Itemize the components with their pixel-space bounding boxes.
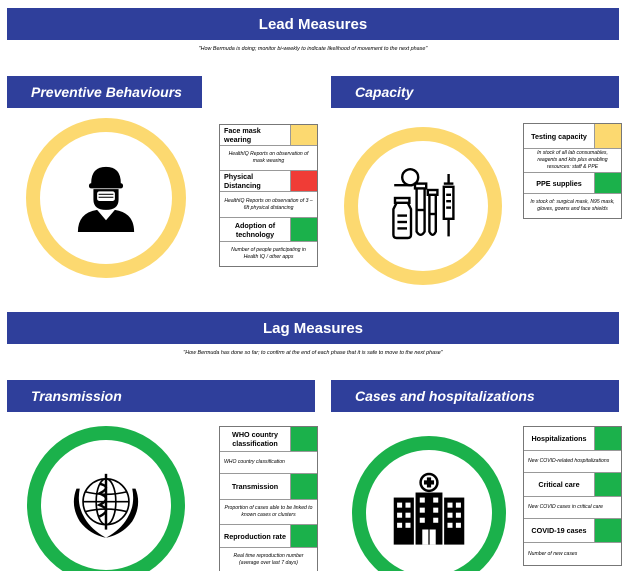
covid-cases-status	[594, 519, 621, 542]
hospitalizations-desc: New COVID-related hospitalizations	[528, 458, 610, 465]
cases-title: Cases and hospitalizations	[355, 388, 535, 404]
preventive-behaviours-header	[7, 76, 202, 108]
cases-header	[331, 380, 619, 412]
critical-care-status	[594, 473, 621, 496]
transmission-title: Transmission	[31, 388, 122, 404]
ppe-supplies-status	[594, 173, 621, 193]
preventive-ring	[26, 118, 186, 278]
critical-care-label: Critical care	[538, 480, 580, 489]
transmission-ring	[27, 426, 185, 571]
hospitalizations-status	[594, 427, 621, 450]
covid-cases-desc: Number of new cases	[528, 550, 578, 557]
preventive-behaviours-title: Preventive Behaviours	[31, 84, 182, 100]
preventive-metrics-card	[219, 124, 318, 267]
cases-metrics-card	[523, 426, 622, 566]
reproduction-rate-desc: Real time reproduction number (average over last 7 days)	[233, 552, 304, 566]
face-mask-status	[290, 125, 317, 145]
cases-ring	[352, 436, 506, 571]
testing-capacity-desc: In stock of all lab consumables, reagents and kits plus enabling resources: staff & PPE	[537, 150, 608, 170]
physical-distancing-desc: HealthIQ Reports on observation of 3 – 6ft physical distancing	[224, 197, 313, 211]
transmission-metric-desc: Proportion of cases able to be linked to known cases or clusters	[224, 505, 313, 518]
technology-label: Adoption of technology	[234, 220, 276, 239]
who-classification-status	[290, 427, 317, 451]
lead-measures-banner	[7, 8, 619, 40]
lag-measures-banner	[7, 312, 619, 344]
testing-capacity-status	[594, 124, 621, 148]
ppe-supplies-label: PPE supplies	[536, 178, 582, 188]
transmission-header	[7, 380, 315, 412]
covid-cases-label: COVID-19 cases	[531, 526, 587, 535]
lag-measures-title: Lag Measures	[262, 319, 364, 337]
who-classification-desc: WHO country classification	[224, 459, 285, 466]
capacity-header	[331, 76, 619, 108]
reproduction-rate-status	[290, 525, 317, 547]
transmission-metrics-card	[219, 426, 318, 571]
lag-measures-note: "How Bermuda has done so far; to confirm at the end of each phase that it is safe to move to the next phase"	[183, 350, 443, 356]
face-mask-label: Face mask wearing	[224, 126, 261, 144]
lead-measures-title: Lead Measures	[258, 15, 368, 33]
physical-distancing-status	[290, 171, 317, 191]
capacity-metrics-card	[523, 123, 622, 219]
testing-capacity-label: Testing capacity	[531, 131, 587, 141]
lead-measures-note: "How Bermuda is doing; monitor bi-weekly to indicate likelihood of movement to the next phase"	[198, 46, 428, 52]
medical-supplies-icon	[383, 166, 463, 246]
hospitalizations-label: Hospitalizations	[531, 434, 587, 443]
ppe-supplies-desc: In stock of: surgical mask, N95 mask, gloves, gowns and face shields	[530, 199, 615, 212]
capacity-title: Capacity	[355, 84, 414, 100]
capacity-ring	[344, 127, 502, 285]
technology-status	[290, 218, 317, 241]
transmission-metric-status	[290, 474, 317, 499]
reproduction-rate-label: Reproduction rate	[224, 531, 286, 541]
face-mask-desc: HealthIQ Reports on observation of mask wearing	[228, 151, 309, 164]
masked-person-icon	[69, 161, 143, 235]
who-emblem-icon	[65, 464, 147, 546]
who-classification-label: WHO country classification	[232, 430, 278, 448]
technology-desc: Number of people participating in Health IQ / other apps	[231, 247, 306, 260]
critical-care-desc: New COVID cases in critical care	[528, 504, 604, 511]
transmission-metric-label: Transmission	[231, 482, 279, 491]
physical-distancing-label: Physical Distancing	[224, 172, 261, 190]
hospital-building-icon	[387, 469, 471, 553]
